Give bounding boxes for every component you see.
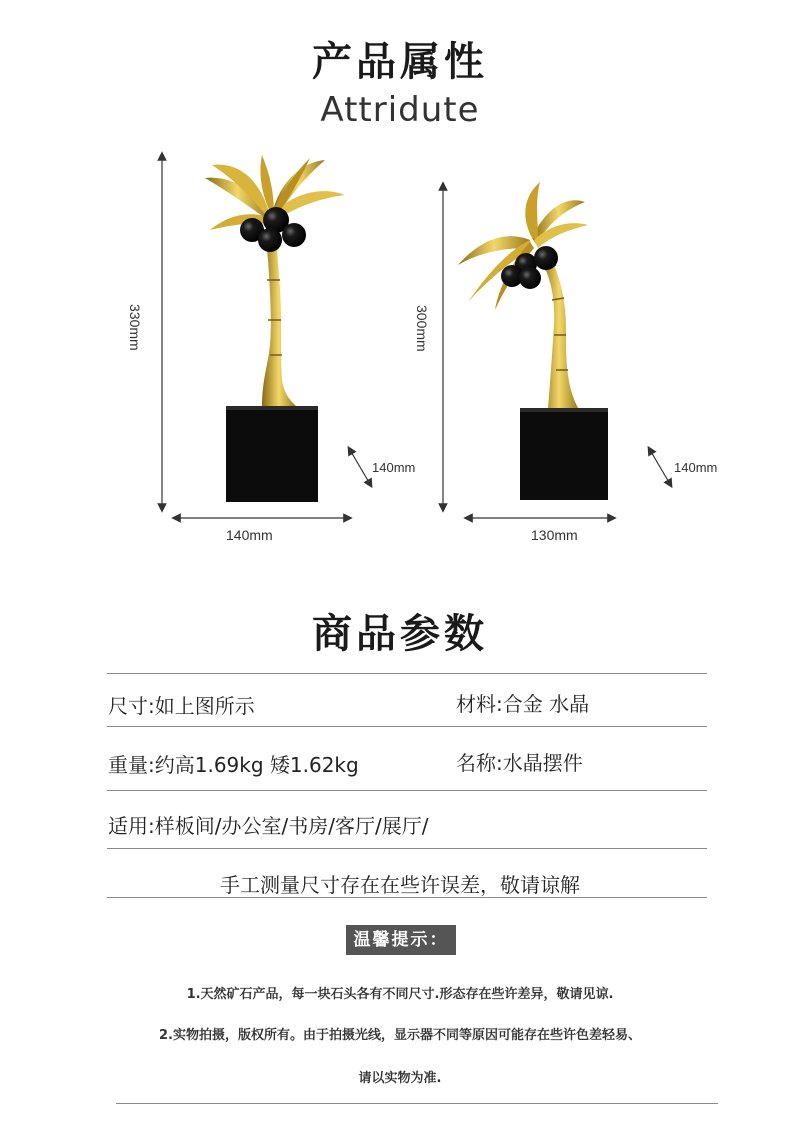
divider <box>107 848 707 849</box>
left-depth-label: 140mm <box>372 460 416 475</box>
bottom-divider <box>116 1103 718 1104</box>
param-name: 名称:水晶摆件 <box>456 751 583 775</box>
left-width-label: 140mm <box>226 527 273 543</box>
right-width-label: 130mm <box>531 527 578 543</box>
divider <box>107 673 707 674</box>
param-usage: 适用:样板间/办公室/书房/客厅/展厅/ <box>108 814 429 838</box>
param-material: 材料:合金 水晶 <box>456 692 590 716</box>
param-weight: 重量:约高1.69kg 矮1.62kg <box>108 753 359 777</box>
product-dimension-diagram <box>0 140 800 550</box>
right-depth-label: 140mm <box>674 460 718 475</box>
tip-line-2: 2.实物拍摄，版权所有。由于拍摄光线，显示器不同等原因可能存在些许色差轻易、 <box>159 1028 641 1043</box>
section-subtitle-attridute: Attridute <box>320 90 480 130</box>
section-title-product-attributes: 产品属性 <box>312 39 488 85</box>
divider <box>107 726 707 727</box>
product-right-image <box>443 182 670 518</box>
param-size: 尺寸:如上图所示 <box>108 694 255 718</box>
tip-line-1: 1.天然矿石产品，每一块石头各有不同尺寸.形态存在些许差异，敬请见谅. <box>186 987 614 1002</box>
divider <box>107 790 707 791</box>
measurement-note: 手工测量尺寸存在在些许误差，敬请谅解 <box>220 873 580 897</box>
section-title-product-parameters: 商品参数 <box>312 611 488 657</box>
product-left-image <box>162 155 370 518</box>
divider <box>107 897 707 898</box>
left-height-label: 330mm <box>127 304 143 351</box>
right-height-label: 300mm <box>414 305 430 352</box>
tips-badge: 温馨提示： <box>346 925 456 955</box>
tip-line-3: 请以实物为准. <box>358 1071 442 1086</box>
